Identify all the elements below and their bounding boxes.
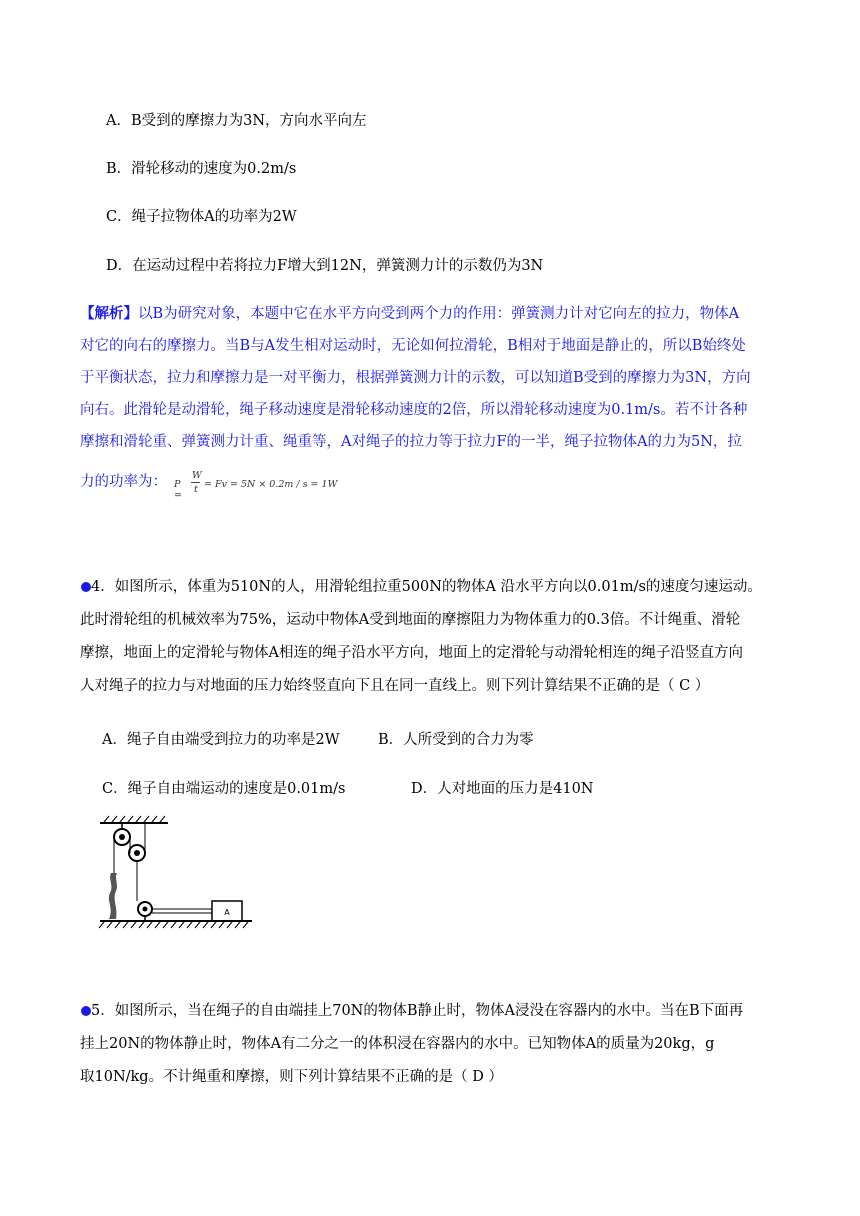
formula-denominator: t xyxy=(194,484,198,495)
q5-line-2: 挂上20N的物体静止时，物体A有二分之一的体积浸在容器内的水中。已知物体A的质量为20kg，g xyxy=(80,1036,715,1052)
prev-option-a: A．B受到的摩擦力为3N，方向水平向左 xyxy=(106,113,367,129)
analysis-line-6 xyxy=(80,472,167,492)
analysis-text-1: 以B为研究对象，本题中它在水平方向受到两个力的作用：弹簧测力计对它向左的拉力，物体A xyxy=(138,306,740,322)
prev-option-d: D．在运动过程中若将拉力F增大到12N，弹簧测力计的示数仍为3N xyxy=(106,258,544,274)
analysis-line-5: 摩擦和滑轮重、弹簧测力计重、绳重等，A对绳子的拉力等于拉力F的一半，绳子拉物体A的力为5N，拉 xyxy=(80,434,742,450)
q4-option-d: D．人对地面的压力是410N xyxy=(411,781,594,797)
analysis-line-1 xyxy=(80,304,739,324)
formula-numerator: W xyxy=(192,470,202,481)
block-a-label: A xyxy=(224,908,230,917)
q4-line-4: 人对绳子的拉力与对地面的压力始终竖直向下且在同一直线上。则下列计算结果不正确的是（ C ） xyxy=(80,678,710,694)
q4-option-c: C．绳子自由端运动的速度是0.01m/s xyxy=(102,781,346,797)
q5-bullet-icon xyxy=(81,1006,91,1016)
q4-option-b: B．人所受到的合力为零 xyxy=(378,732,534,748)
analysis-line-3: 于平衡状态，拉力和摩擦力是一对平衡力，根据弹簧测力计的示数，可以知道B受到的摩擦力为3N，方向 xyxy=(80,370,751,386)
formula-lhs: P = xyxy=(174,479,182,501)
q5-line-1: 5．如图所示，当在绳子的自由端挂上70N的物体B静止时，物体A浸没在容器内的水中。当在B下面再 xyxy=(91,1003,744,1019)
q4-line-2: 此时滑轮组的机械效率为75%，运动中物体A受到地面的摩擦阻力为物体重力的0.3倍。不计绳重、滑轮 xyxy=(80,612,741,628)
q4-option-a: A．绳子自由端受到拉力的功率是2W xyxy=(102,732,340,748)
prev-option-b: B．滑轮移动的速度为0.2m/s xyxy=(106,161,297,177)
analysis-line-2: 对它的向右的摩擦力。当B与A发生相对运动时，无论如何拉滑轮，B相对于地面是静止的，所以B始终处 xyxy=(80,338,746,354)
formula-rhs: = Fv = 5N × 0.2m / s = 1W xyxy=(204,479,338,490)
analysis-last-line: 力的功率为： xyxy=(80,474,167,490)
q4-line-3: 摩擦，地面上的定滑轮与物体A相连的绳子沿水平方向，地面上的定滑轮与动滑轮相连的绳子沿竖直方向 xyxy=(80,645,743,661)
prev-option-c: C．绳子拉物体A的功率为2W xyxy=(106,209,297,225)
q5-line-3: 取10N/kg。不计绳重和摩擦，则下列计算结果不正确的是（ D ） xyxy=(80,1069,503,1085)
analysis-tag: 【解析】 xyxy=(80,305,138,322)
q4-line-1: 4．如图所示，体重为510N的人，用滑轮组拉重500N的物体A 沿水平方向以0.01m/s的速度匀速运动。 xyxy=(91,579,762,595)
q4-bullet-icon xyxy=(81,582,91,592)
pulley-system-figure xyxy=(96,815,258,930)
analysis-line-4: 向右。此滑轮是动滑轮，绳子移动速度是滑轮移动速度的2倍，所以滑轮移动速度为0.1m/s。若不计各种 xyxy=(80,402,748,418)
formula-fraction-bar xyxy=(191,482,200,483)
